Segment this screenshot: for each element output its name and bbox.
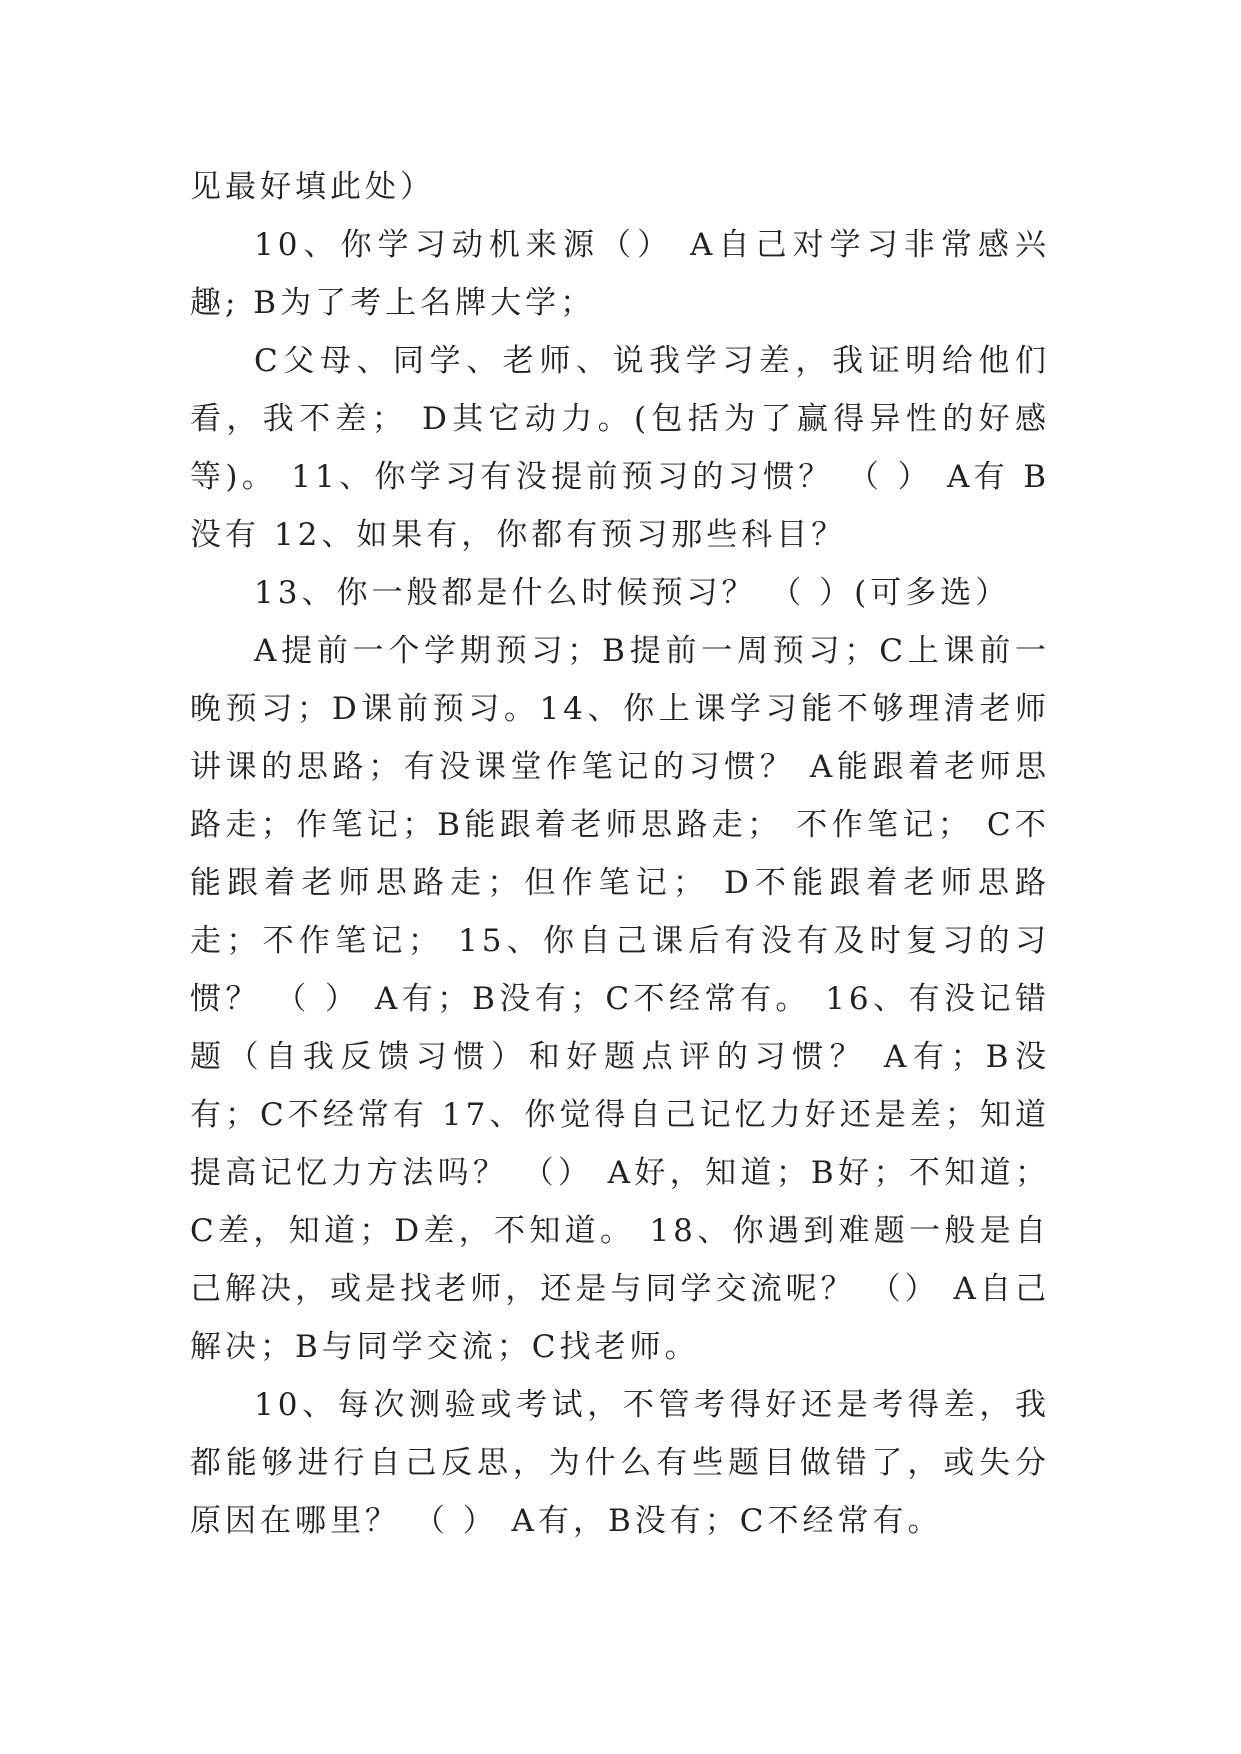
paragraph-continuation: 见最好填此处） <box>190 169 435 205</box>
document-body <box>190 158 1050 1550</box>
paragraph-question-13-options-14-18: A提前一个学期预习；B提前一周预习；C上课前一晚预习；D课前预习。14、你上课学习能不够理清老师讲课的思路；有没课堂作笔记的习惯？ A能跟着老师思路走；作笔记；B能跟着老师思路走； 不作笔记； C不能跟着老师思路走；但作笔记； D不能跟着老师思路走；不作笔记； 15、你自己课后有没有及时复习的习惯？ （ ） A有；B没有；C不经常有。 16、有没记错题（自我反馈习惯）和好题点评的习惯？ A有；B没有；C不经常有 17、你觉得自己记忆力好还是差；知道提高记忆力方法吗？ （） A好，知道；B好；不知道；C差，知道；D差，不知道。 18、你遇到难题一般是自己解决，或是找老师，还是与同学交流呢？ （） A自己解决；B与同学交流；C找老师。 <box>190 633 1050 1365</box>
paragraph-question-10-reflection: 10、每次测验或考试，不管考得好还是考得差，我都能够进行自己反思，为什么有些题目做错了，或失分原因在哪里？ （ ） A有，B没有；C不经常有。 <box>190 1387 1050 1539</box>
paragraph-question-10-motivation: 10、你学习动机来源（） A自己对学习非常感兴趣; B为了考上名牌大学； <box>190 227 1050 321</box>
paragraph-question-10-options-11-12: C父母、同学、老师、说我学习差，我证明给他们看，我不差； D其它动力。(包括为了赢得异性的好感等)。 11、你学习有没提前预习的习惯？ （ ） A有 B没有 12、如果有，你都有预习那些科目？ <box>190 343 1050 553</box>
paragraph-question-13: 13、你一般都是什么时候预习？ （ ）(可多选） <box>254 575 1011 611</box>
